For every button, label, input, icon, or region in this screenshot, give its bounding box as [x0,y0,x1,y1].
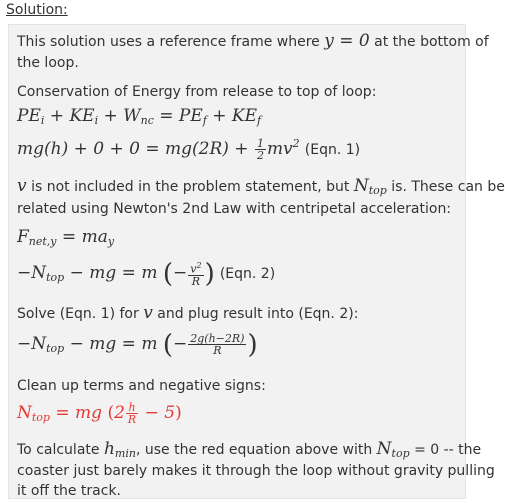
calc-text-c: = 0 -- the [414,442,482,458]
eqn1-row [17,137,360,161]
ntop-symbol: N [353,176,369,196]
hmin-symbol: h [103,439,115,459]
v-note-text-b: is. These can be [391,179,505,195]
v-symbol: v [17,176,27,196]
energy-equation [17,106,261,127]
eqn1-math: mg(h) + 0 + 0 = mg(2R) + $\frac{1}{2}$ $mv^2$ [17,137,300,162]
solve-text-a: Solve (Eqn. 1) for [17,306,139,322]
final-equation [17,402,182,425]
cleanup-text: Clean up terms and negative signs: [17,378,266,394]
final-equation-math: $N_{top}$ = mg (2 $\frac{h}{R}$ − 5) [17,401,182,426]
v-note-text-a: is not included in the problem statement, but [31,179,350,195]
substituted-equation-math: $-N_{top}$ − mg = m (− $\frac{2g(h-2R)}{R}$ ) [17,330,258,360]
v-note-line-1: v is not included in the problem statement, but $N_{top}$ is. These can be [17,176,505,197]
calc-line-2 [17,461,495,482]
calc-line-1: To calculate $h_{min}$, use the red equation above with $N_{top} = 0$ -- the [17,439,482,460]
eqn2-row [17,259,275,289]
energy-equation-math: $PE_i + KE_i + W_{nc} = PE_f + KE_f$ [17,106,262,127]
solution-panel [8,24,505,499]
newton-equation-math: $F_{net,y} = ma_y$ [17,227,115,248]
solve-text-b: and plug result into (Eqn. 2): [157,306,359,322]
calc-text-b: , use the red equation above with [135,442,373,458]
v-note-line-2 [17,199,451,220]
intro-text-a: This solution uses a reference frame where [17,34,320,50]
eqn1-label: (Eqn. 1) [304,142,361,158]
substituted-equation [17,330,258,360]
v-note-text-c: related using Newton's 2nd Law with centripetal acceleration: [17,201,452,217]
eqn2-math: $-N_{top}$ − mg = m (− $\frac{v^2}{R}$ ) [17,259,215,289]
intro-text-b: at the bottom of [374,34,489,50]
eqn2-label: (Eqn. 2) [219,266,276,282]
intro-math: y = 0 [324,31,370,51]
calc-line-3 [17,481,121,502]
cleanup-label [17,376,266,397]
intro-line-1 [17,31,489,53]
calc-text-e: it off the track. [17,483,121,499]
solve-line [17,303,358,325]
solution-title: Solution: [6,2,68,18]
newton-equation [17,227,114,248]
conservation-label [17,82,376,103]
calc-text-a: To calculate [17,442,100,458]
conservation-text: Conservation of Energy from release to top of loop: [17,84,377,100]
intro-line-2 [17,53,79,74]
calc-text-d: coaster just barely makes it through the loop without gravity pulling [17,463,495,479]
solve-v-symbol: v [143,303,153,323]
intro-text-c: the loop. [17,55,79,71]
